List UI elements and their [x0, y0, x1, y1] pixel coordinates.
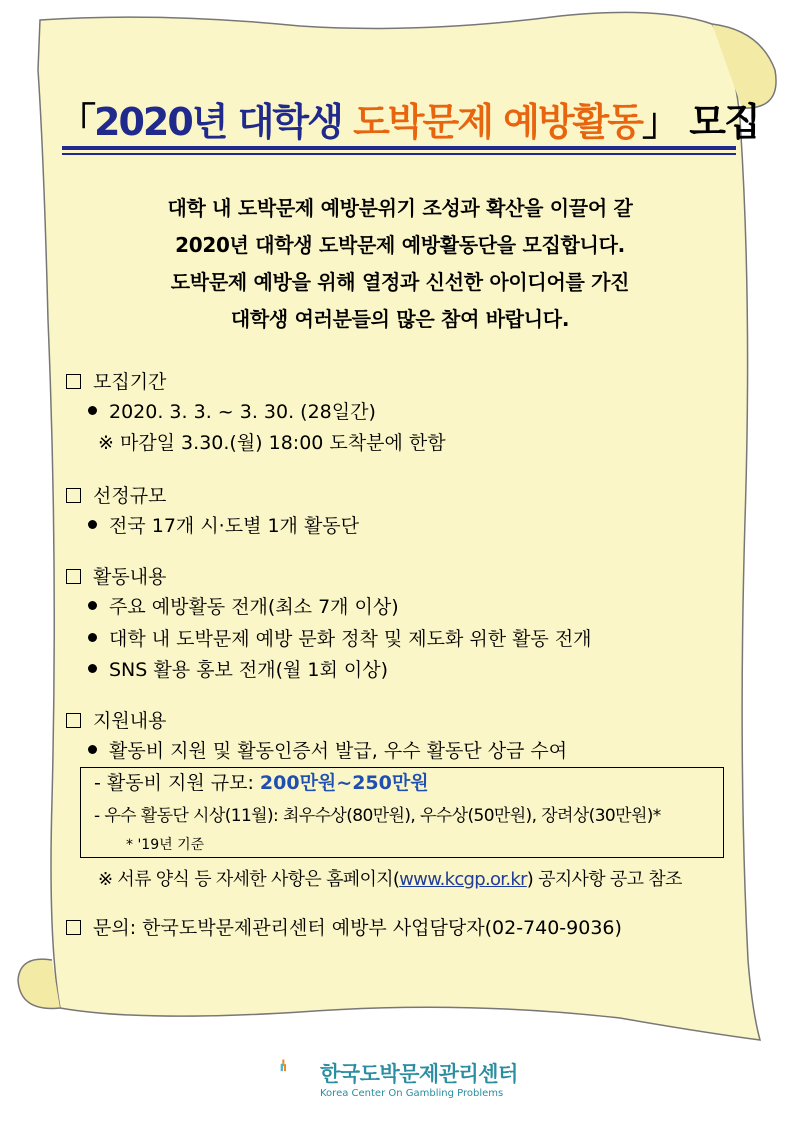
checkbox-square-icon: [66, 920, 81, 935]
bullet-icon: [88, 406, 97, 415]
logo-english-name: Korea Center On Gambling Problems: [320, 1088, 504, 1099]
intro-line: 대학생 여러분들의 많은 참여 바랍니다.: [230, 307, 570, 331]
list-item: 전국 17개 시·도별 1개 활동단: [88, 513, 359, 539]
homepage-link[interactable]: www.kcgp.or.kr: [399, 869, 527, 890]
support-amount-line: - 활동비 지원 규모: 200만원~250만원: [94, 772, 429, 794]
page-title: [58, 100, 759, 144]
section-contact: 문의: 한국도박문제관리센터 예방부 사업담당자(02-740-9036): [66, 915, 622, 941]
checkbox-square-icon: [66, 374, 81, 389]
title-close-bracket: 」: [641, 100, 678, 144]
intro-line: 도박문제 예방을 위해 열정과 신선한 아이디어를 가진: [170, 270, 630, 294]
title-year-part: 2020년 대학생: [94, 100, 354, 144]
bullet-icon: [88, 664, 97, 673]
list-item: SNS 활용 홍보 전개(월 1회 이상): [88, 657, 388, 683]
support-amount: 200만원~250만원: [259, 772, 429, 794]
section-heading-activity: 활동내용: [66, 564, 166, 590]
period-note: ※ 마감일 3.30.(월) 18:00 도착분에 한함: [98, 432, 446, 454]
kcgp-logo-icon: [280, 1028, 320, 1102]
bullet-icon: [88, 745, 97, 754]
intro-line: 대학 내 도박문제 예방분위기 조성과 확산을 이끌어 갈: [167, 196, 633, 220]
list-item: 2020. 3. 3. ~ 3. 30. (28일간): [88, 399, 376, 425]
award-line: - 우수 활동단 시상(11월): 최우수상(80만원), 우수상(50만원), 장려상(30만원)*: [94, 806, 661, 826]
intro-line: 2020년 대학생 도박문제 예방활동단을 모집합니다.: [175, 233, 625, 257]
title-highlight: 도박문제 예방활동: [353, 100, 642, 144]
bullet-icon: [88, 601, 97, 610]
list-item: 대학 내 도박문제 예방 문화 정착 및 제도화 위한 활동 전개: [88, 626, 592, 652]
list-item: 활동비 지원 및 활동인증서 발급, 우수 활동단 상금 수여: [88, 738, 567, 764]
checkbox-square-icon: [66, 488, 81, 503]
section-heading-period: 모집기간: [66, 369, 166, 395]
checkbox-square-icon: [66, 713, 81, 728]
section-heading-support: 지원내용: [66, 708, 166, 734]
award-footnote: * '19년 기준: [126, 837, 205, 853]
title-open-bracket: 「: [58, 100, 95, 144]
checkbox-square-icon: [66, 569, 81, 584]
bullet-icon: [88, 633, 97, 642]
bullet-icon: [88, 520, 97, 529]
title-underline-thin: [62, 153, 736, 155]
title-underline-thick: [62, 146, 736, 150]
intro-paragraph: [60, 190, 740, 338]
list-item: 주요 예방활동 전개(최소 7개 이상): [88, 594, 399, 620]
logo-name: 한국도박문제관리센터: [320, 1062, 518, 1086]
support-note: ※ 서류 양식 등 자세한 사항은 홈페이지(www.kcgp.or.kr) 공지사항 공고 참조: [98, 869, 682, 890]
title-suffix: 모집: [678, 100, 759, 144]
section-heading-scale: 선정규모: [66, 483, 166, 509]
